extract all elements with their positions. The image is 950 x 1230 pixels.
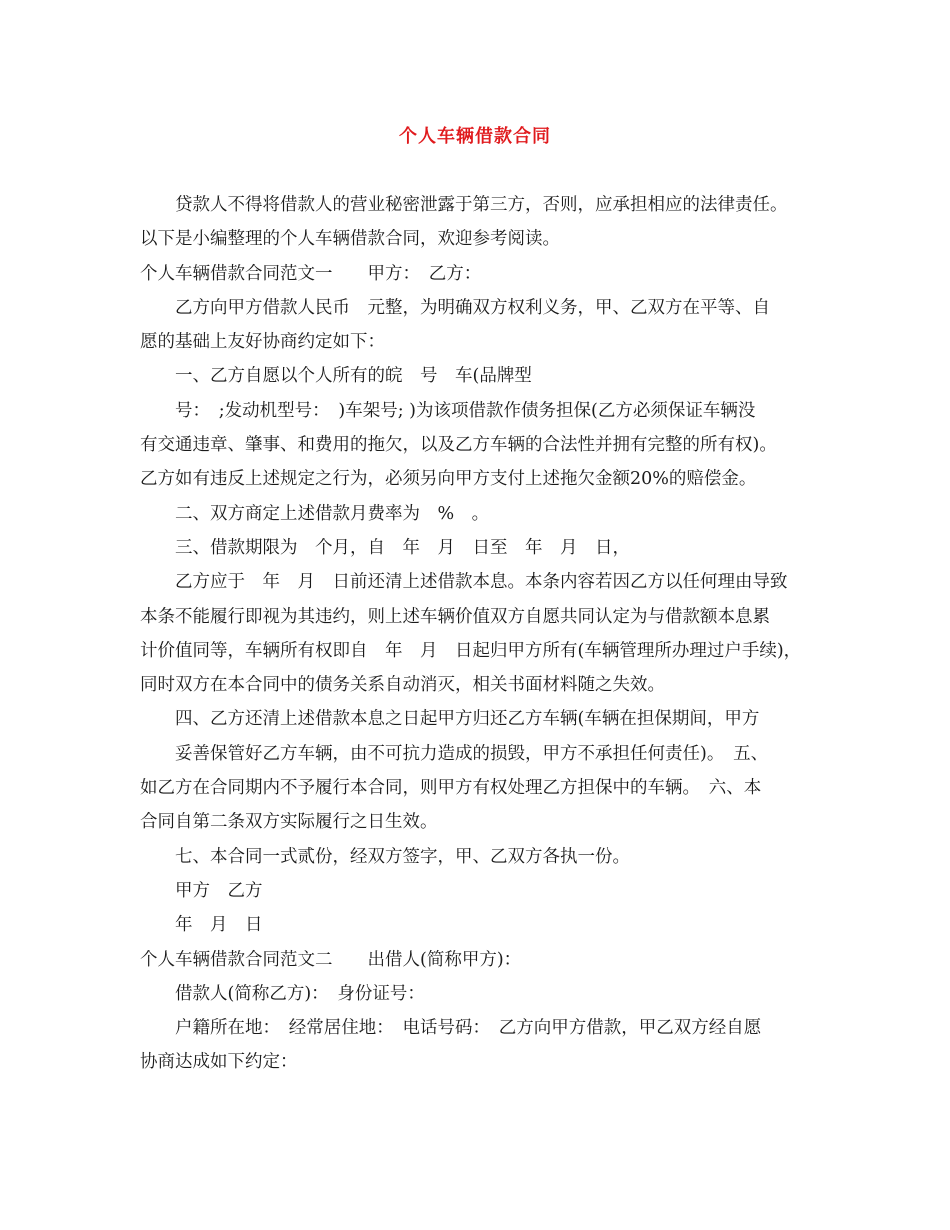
- text-line: 乙方应于 年 月 日前还清上述借款本息。本条内容若因乙方以任何理由导致: [175, 572, 788, 593]
- text-line: 四、乙方还清上述借款本息之日起甲方归还乙方车辆(车辆在担保期间，甲方: [175, 709, 760, 730]
- text-line: 甲方 乙方: [175, 880, 263, 901]
- text-line: 本条不能履行即视为其违约，则上述车辆价值双方自愿共同认定为与借款额本息累: [140, 606, 770, 627]
- text-line: 乙方向甲方借款人民币 元整，为明确双方权利义务，甲、乙双方在平等、自: [175, 297, 770, 318]
- text-line: 二、双方商定上述借款月费率为 % 。: [175, 503, 490, 524]
- text-line: 如乙方在合同期内不予履行本合同，则甲方有权处理乙方担保中的车辆。 六、本: [140, 778, 762, 799]
- text-line: 个人车辆借款合同范文二 出借人(简称甲方)：: [140, 949, 522, 970]
- text-line: 号： ;发动机型号： )车架号; )为该项借款作债务担保(乙方必须保证车辆没: [175, 400, 756, 421]
- text-line: 三、借款期限为 个月，自 年 月 日至 年 月 日，: [175, 537, 630, 558]
- text-line: 一、乙方自愿以个人所有的皖 号 车(品牌型: [175, 366, 532, 387]
- text-line: 妥善保管好乙方车辆，由不可抗力造成的损毁，甲方不承担任何责任)。 五、: [175, 743, 769, 764]
- text-line: 贷款人不得将借款人的营业秘密泄露于第三方，否则，应承担相应的法律责任。: [175, 195, 788, 215]
- text-line: 个人车辆借款合同范文一 甲方： 乙方：: [140, 263, 482, 284]
- text-line: 年 月 日: [175, 915, 263, 936]
- document-title: 个人车辆借款合同: [399, 126, 551, 147]
- text-line: 合同自第二条双方实际履行之日生效。: [140, 812, 438, 833]
- text-line: 户籍所在地： 经常居住地： 电话号码： 乙方向甲方借款，甲乙双方经自愿: [175, 1018, 762, 1039]
- text-line: 有交通违章、肇事、和费用的拖欠，以及乙方车辆的合法性并拥有完整的所有权)。: [140, 435, 777, 456]
- text-line: 七、本合同一式贰份，经双方签字，甲、乙双方各执一份。: [175, 846, 630, 867]
- text-line: 同时双方在本合同中的债务关系自动消灭，相关书面材料随之失效。: [140, 675, 665, 696]
- text-line: 以下是小编整理的个人车辆借款合同，欢迎参考阅读。: [140, 229, 560, 250]
- text-line: 协商达成如下约定：: [140, 1052, 298, 1073]
- document-body: [140, 188, 820, 1080]
- text-line: 乙方如有违反上述规定之行为，必须另向甲方支付上述拖欠金额20%的赔偿金。: [140, 469, 757, 490]
- text-line: 计价值同等，车辆所有权即自 年 月 日起归甲方所有(车辆管理所办理过户手续)，: [140, 640, 802, 661]
- text-line: 愿的基础上友好协商约定如下：: [140, 332, 385, 353]
- text-line: 借款人(简称乙方)： 身份证号：: [175, 983, 425, 1004]
